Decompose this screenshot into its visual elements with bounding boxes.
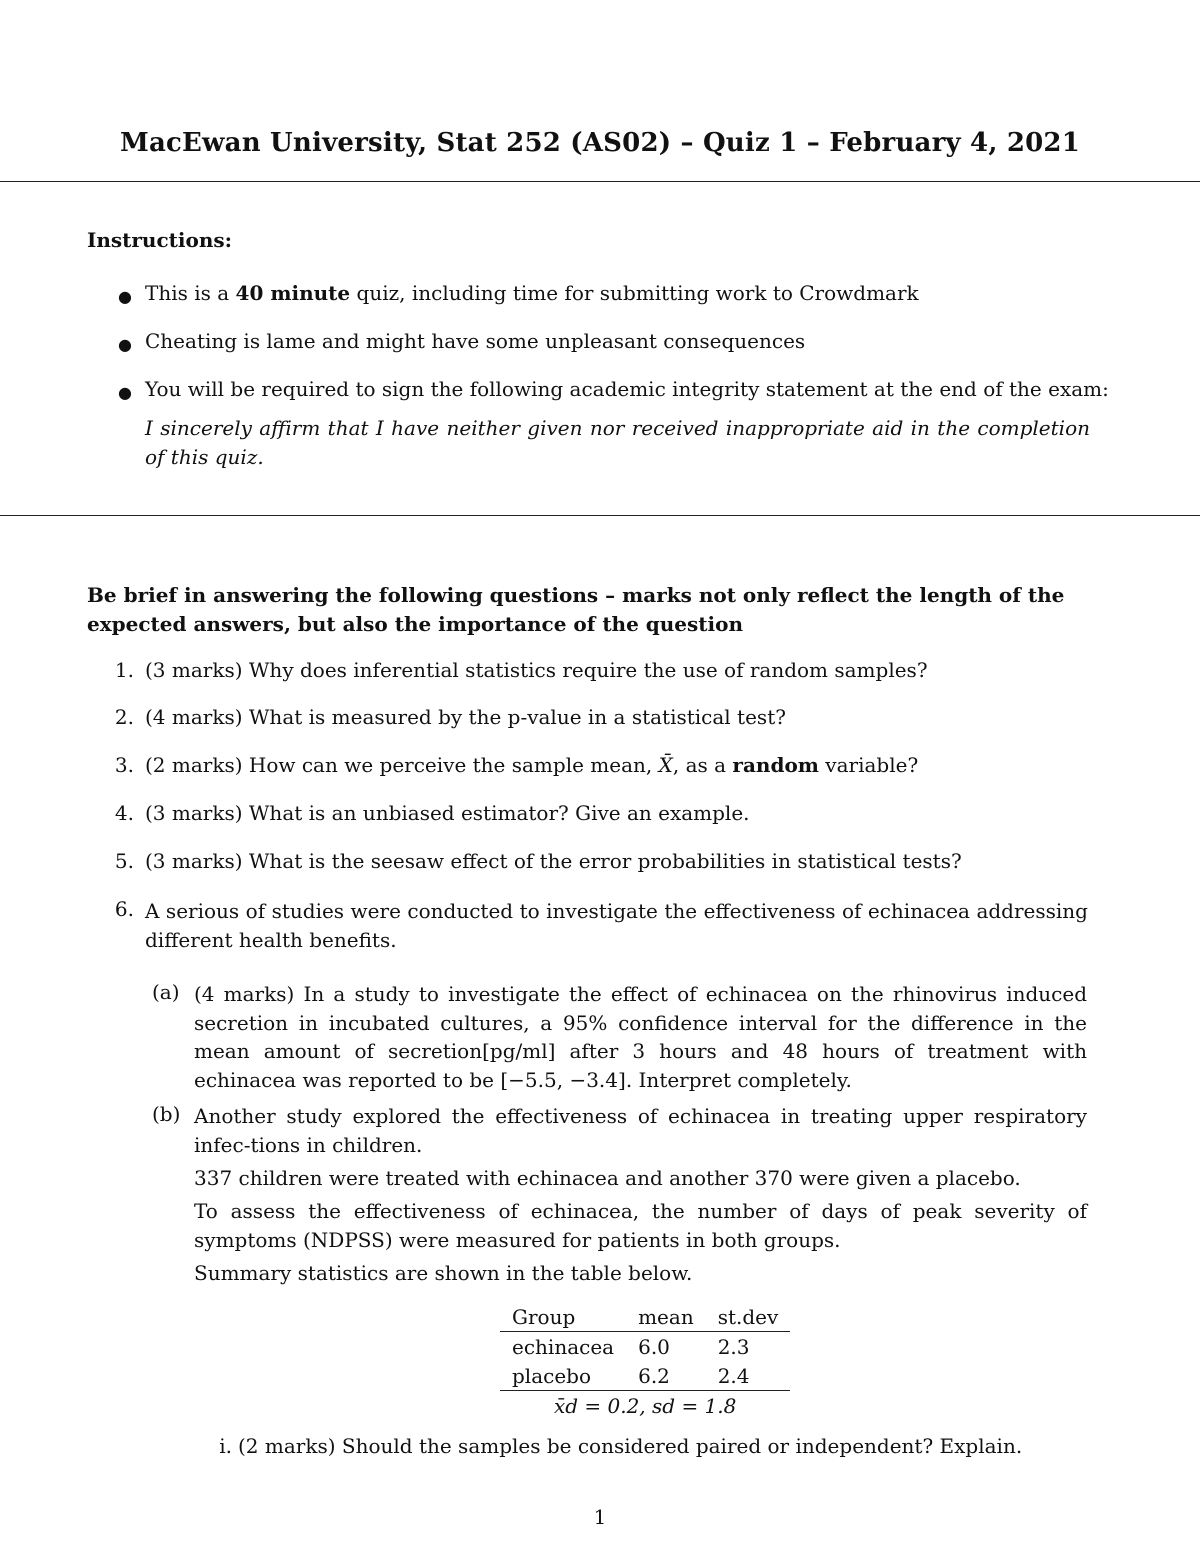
table-header-stdev: st.dev <box>706 1302 791 1332</box>
subquestion-label-a: (a) <box>152 980 180 1004</box>
question-4: (3 marks) What is an unbiased estimator? Give an example. <box>145 801 750 825</box>
item-label-i: i. <box>219 1434 232 1458</box>
table-cell: 2.3 <box>717 1334 750 1359</box>
instruction-item-duration <box>145 281 919 305</box>
page-title: MacEwan University, Stat 252 (AS02) – Quiz 1 – February 4, 2021 <box>119 128 1081 158</box>
question-3-mid: , as a <box>672 753 733 777</box>
question-number: 2. <box>114 705 134 729</box>
subquestion-label-b: (b) <box>152 1102 181 1126</box>
preamble: Be brief in answering the following questions – marks not only reflect the length of the expected answers, but also the importance of the question <box>87 583 1065 636</box>
table-cell: 6.2 <box>626 1361 706 1391</box>
section-divider <box>0 515 1200 516</box>
integrity-statement: I sincerely affirm that I have neither given nor received inappropriate aid in the completion of this quiz. <box>145 416 1090 469</box>
instruction-duration-bold: 40 minute <box>235 281 351 305</box>
question-number: 1. <box>114 658 134 682</box>
table-cell: placebo <box>500 1361 626 1391</box>
question-number: 4. <box>114 801 134 825</box>
instruction-duration-pre: This is a <box>145 281 236 305</box>
subquestion-b-intro: Another study explored the effectiveness of echinacea in treating upper respiratory infec-tions in children. <box>194 1104 1087 1157</box>
question-5: (3 marks) What is the seesaw effect of the error probabilities in statistical tests? <box>145 849 962 873</box>
question-3-bold: random <box>732 753 819 777</box>
subquestion-b-table-intro: Summary statistics are shown in the table below. <box>194 1261 693 1285</box>
question-3 <box>145 753 918 777</box>
sample-mean-symbol: X̄ <box>658 753 673 777</box>
question-number: 3. <box>114 753 134 777</box>
table-cell: 2.4 <box>706 1361 791 1391</box>
subquestion-a: (4 marks) In a study to investigate the effect of echinacea on the rhinovirus induced secretion in incubated cultures, a 95% confidence interval for the difference in the mean amount of secretion[pg/ml] after 3 hours and 48 hours of treatment with echinacea was reported to be [−5.5, −3.4]. Interpret completely. <box>194 982 1087 1092</box>
question-3-pre: (2 marks) How can we perceive the sample mean, <box>145 753 659 777</box>
table-cell: 6.0 <box>638 1334 670 1359</box>
instructions-heading: Instructions: <box>87 228 233 252</box>
table-footer-row <box>500 1391 790 1421</box>
question-number: 6. <box>114 897 134 921</box>
bullet-icon: ● <box>118 383 132 402</box>
table-row <box>500 1361 790 1391</box>
question-number: 5. <box>114 849 134 873</box>
subquestion-b-sample-sizes: 337 children were treated with echinacea and another 370 were given a placebo. <box>194 1166 1021 1190</box>
table-cell: echinacea <box>512 1334 615 1359</box>
header-divider <box>0 181 1200 182</box>
table-header-mean: mean <box>626 1302 706 1332</box>
page-number: 1 <box>593 1505 607 1529</box>
table-header-group: Group <box>500 1302 626 1332</box>
item-i: (2 marks) Should the samples be considered paired or independent? Explain. <box>238 1434 1023 1458</box>
instruction-duration-post: quiz, including time for submitting work to Crowdmark <box>350 281 919 305</box>
summary-statistics-table <box>500 1302 790 1420</box>
bullet-icon: ● <box>118 335 132 354</box>
subquestion-b-measurement: To assess the effectiveness of echinacea, the number of days of peak severity of symptoms (NDPSS) were measured for patients in both groups. <box>194 1199 1087 1252</box>
question-2: (4 marks) What is measured by the p-value in a statistical test? <box>145 705 786 729</box>
question-1: (3 marks) Why does inferential statistics require the use of random samples? <box>145 658 928 682</box>
question-6: A serious of studies were conducted to investigate the effectiveness of echinacea addressing different health benefits. <box>145 899 1088 952</box>
instruction-item-cheating: Cheating is lame and might have some unpleasant consequences <box>145 329 806 353</box>
question-3-post: variable? <box>818 753 919 777</box>
table-header-row <box>500 1302 790 1332</box>
table-footer: x̄d = 0.2, sd = 1.8 <box>553 1393 737 1418</box>
table-row <box>500 1332 790 1362</box>
bullet-icon: ● <box>118 287 132 306</box>
instruction-item-integrity: You will be required to sign the following academic integrity statement at the end of the exam: <box>145 377 1109 401</box>
